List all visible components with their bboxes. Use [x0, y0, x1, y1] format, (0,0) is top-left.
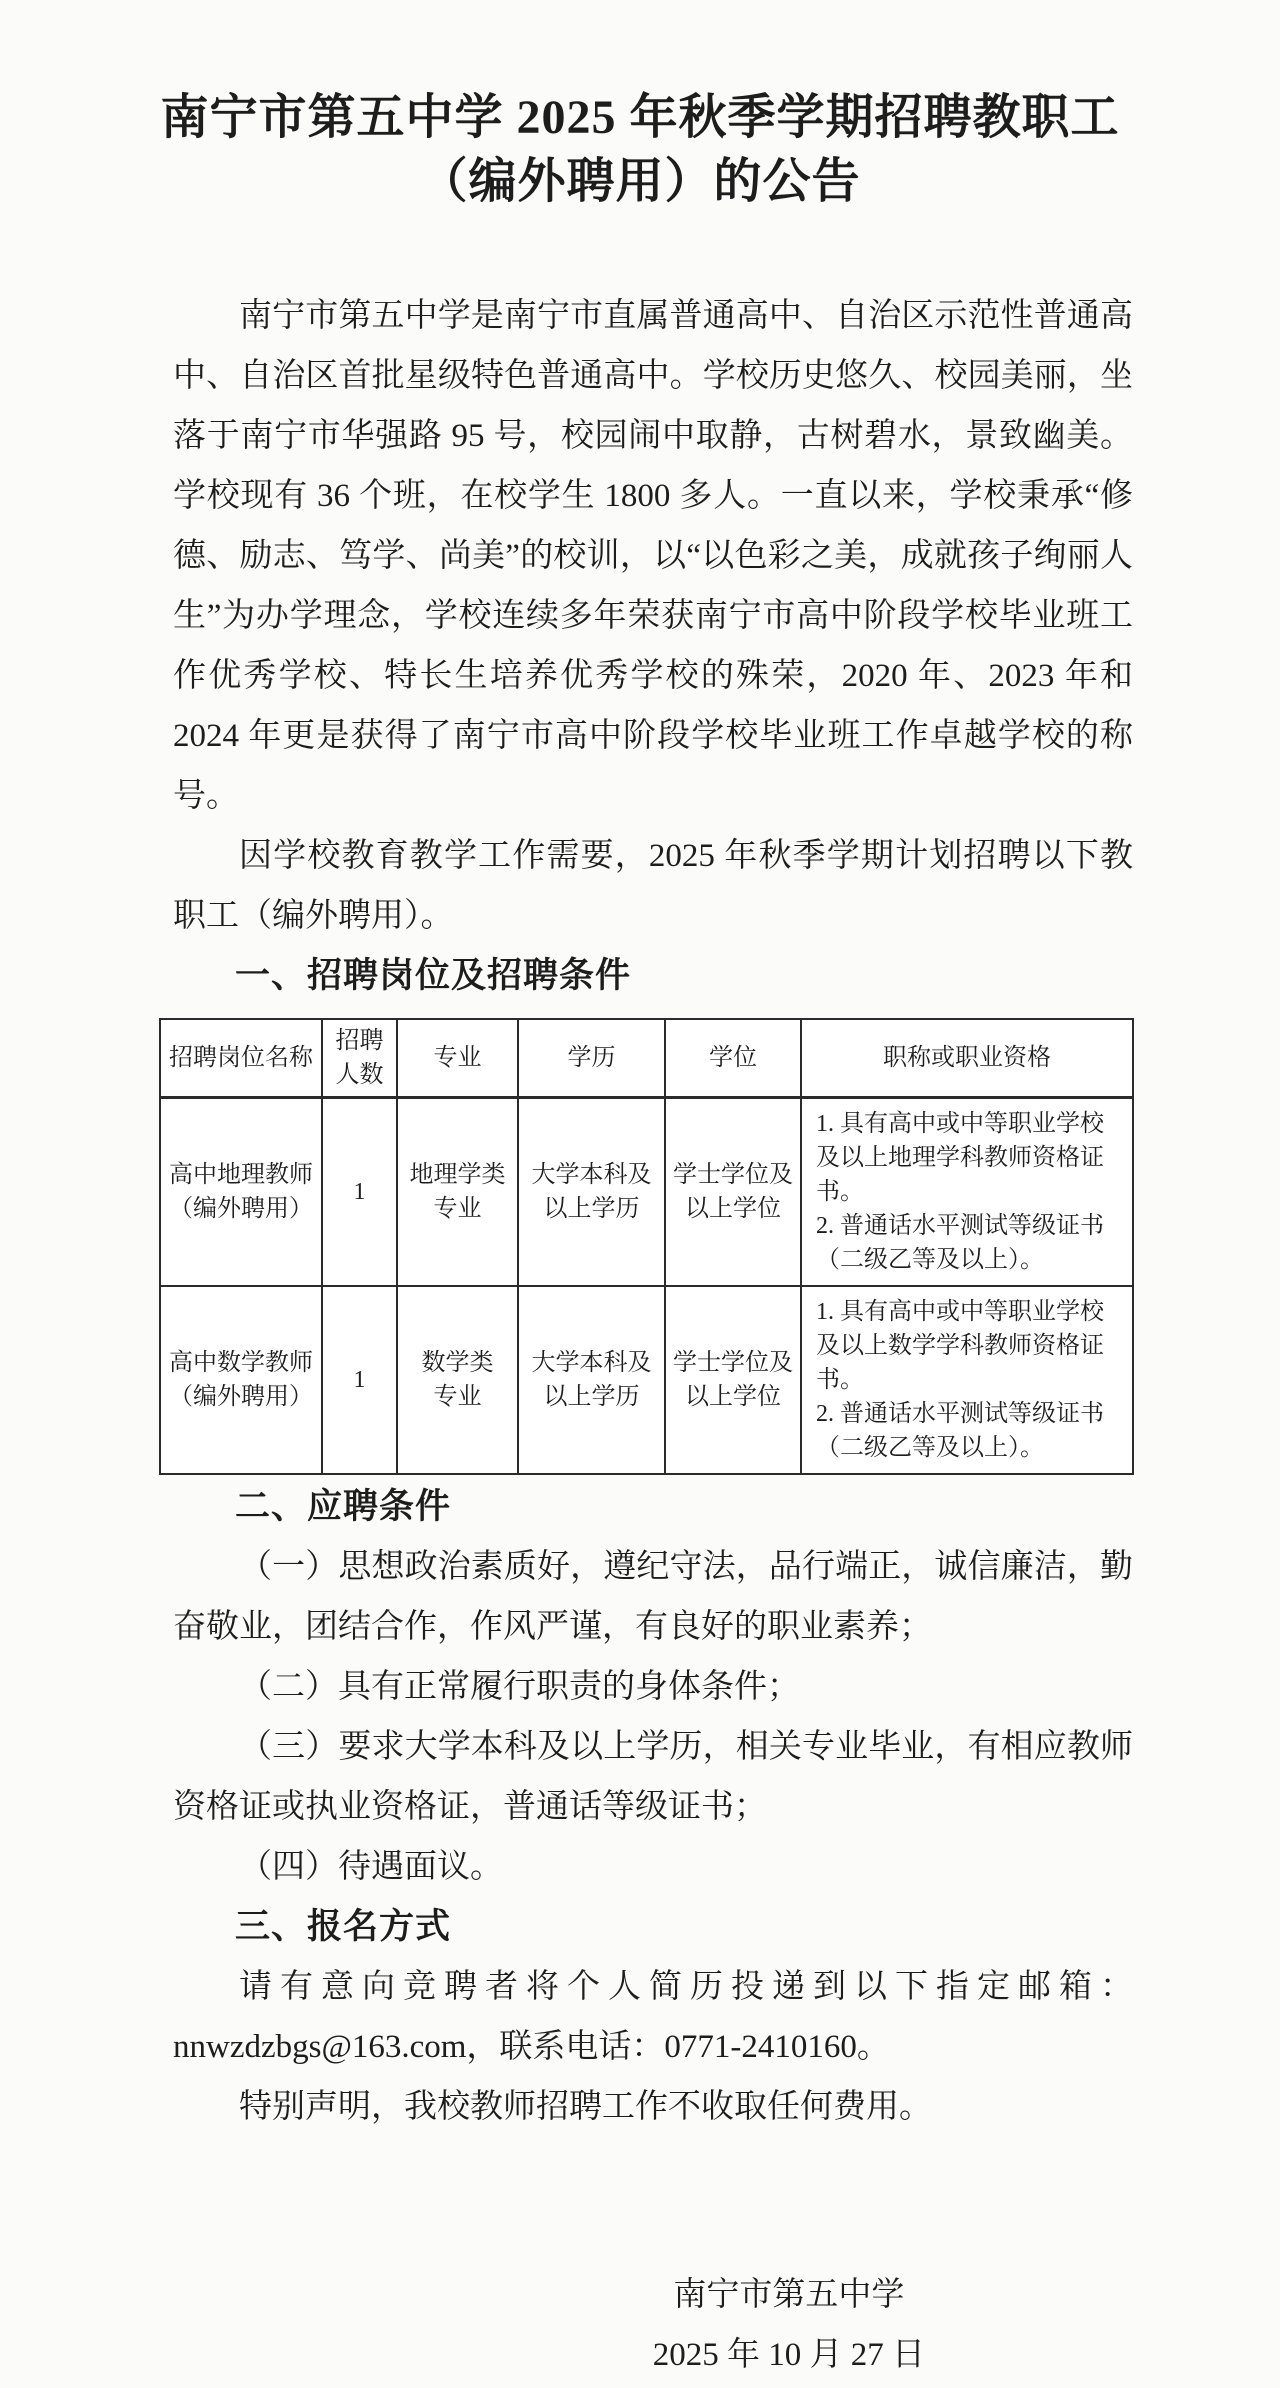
signature-date: 2025 年 10 月 27 日 [652, 2337, 925, 2373]
section3-heading: 三、报名方式 [235, 1907, 452, 1946]
col-header-qualification: 职称或职业资格 [801, 1019, 1133, 1098]
cell-qualification: 1. 具有高中或中等职业学校及以上数学学科教师资格证书。 2. 普通话水平测试等级证书（二级乙等及以上）。 [801, 1286, 1133, 1474]
cell-position: 高中数学教师 （编外聘用） [160, 1286, 322, 1474]
document-body [169, 286, 1133, 2385]
cell-position: 高中地理教师 （编外聘用） [160, 1098, 322, 1287]
title-line-1: 南宁市第五中学 2025 年秋季学期招聘教职工 [160, 91, 1120, 144]
table-row-geography-teacher [160, 1098, 1133, 1287]
cell-count: 1 [322, 1286, 397, 1474]
cell-degree: 学士学位及 以上学位 [665, 1286, 801, 1474]
apply-paragraph: 请有意向竞聘者将个人简历投递到以下指定邮箱：nnwzdzbgs@163.com，联系电话：0771-2410160。 [173, 1969, 1133, 2065]
condition-item-4: （四）待遇面议。 [239, 1849, 503, 1885]
page-title [0, 0, 1280, 214]
condition-item-1: （一）思想政治素质好，遵纪守法，品行端正，诚信廉洁，勤奋敬业，团结合作，作风严谨，有良好的职业素养； [173, 1549, 1133, 1645]
signature-block [653, 2265, 925, 2385]
condition-item-2: （二）具有正常履行职责的身体条件； [239, 1669, 800, 1705]
cell-degree: 学士学位及 以上学位 [665, 1098, 801, 1287]
section2-heading: 二、应聘条件 [235, 1487, 452, 1526]
col-header-count: 招聘 人数 [322, 1019, 397, 1098]
intro-paragraph-1: 南宁市第五中学是南宁市直属普通高中、自治区示范性普通高中、自治区首批星级特色普通高中。学校历史悠久、校园美丽，坐落于南宁市华强路 95 号，校园闹中取静，古树碧水，景致幽美。学校现有 36 个班，在校学生 1800 多人。一直以来，学校秉承“修德、励志、笃学、尚美”的校训，以“以色彩之美，成就孩子绚丽人生”为办学理念，学校连续多年荣获南宁市高中阶段学校毕业班工作优秀学校、特长生培养优秀学校的殊荣，2020 年、2023 年和 2024 年更是获得了南宁市高中阶段学校毕业班工作卓越学校的称号。 [173, 298, 1133, 814]
intro-paragraph-2: 因学校教育教学工作需要，2025 年秋季学期计划招聘以下教职工（编外聘用）。 [173, 838, 1133, 934]
disclaimer-paragraph: 特别声明，我校教师招聘工作不收取任何费用。 [239, 2089, 932, 2125]
signature-area [173, 2265, 1133, 2385]
title-line-2: （编外聘用）的公告 [419, 155, 861, 208]
col-header-major: 专业 [397, 1019, 518, 1098]
table-row-math-teacher [160, 1286, 1133, 1474]
cell-education: 大学本科及 以上学历 [518, 1098, 665, 1287]
signature-org: 南宁市第五中学 [673, 2277, 905, 2313]
cell-qualification: 1. 具有高中或中等职业学校及以上地理学科教师资格证书。 2. 普通话水平测试等级证书（二级乙等及以上）。 [801, 1098, 1133, 1287]
col-header-education: 学历 [518, 1019, 665, 1098]
recruitment-table [159, 1018, 1134, 1475]
cell-major: 地理学类 专业 [397, 1098, 518, 1287]
condition-item-3: （三）要求大学本科及以上学历，相关专业毕业，有相应教师资格证或执业资格证，普通话等级证书； [173, 1729, 1133, 1825]
col-header-position: 招聘岗位名称 [160, 1019, 322, 1098]
cell-major: 数学类 专业 [397, 1286, 518, 1474]
cell-count: 1 [322, 1098, 397, 1287]
table-header-row [160, 1019, 1133, 1098]
cell-education: 大学本科及 以上学历 [518, 1286, 665, 1474]
col-header-degree: 学位 [665, 1019, 801, 1098]
section1-heading: 一、招聘岗位及招聘条件 [235, 956, 632, 995]
